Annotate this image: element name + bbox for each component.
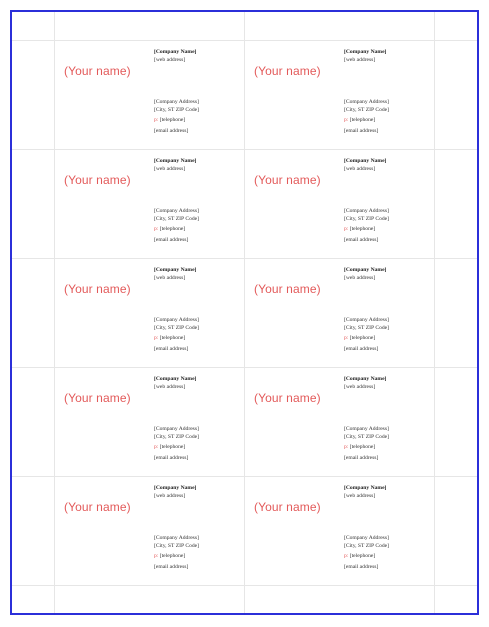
phone-prefix: p: xyxy=(344,444,349,451)
spacer xyxy=(344,391,434,426)
telephone-placeholder[interactable]: [telephone] xyxy=(159,335,186,342)
phone-line xyxy=(344,444,434,452)
phone-prefix: p: xyxy=(344,335,349,342)
telephone-placeholder[interactable]: [telephone] xyxy=(159,226,186,233)
company-name-placeholder[interactable]: [Company Name] xyxy=(154,158,197,164)
city-state-zip-placeholder[interactable]: [City, ST ZIP Code] xyxy=(344,433,390,440)
web-address-placeholder[interactable]: [web address] xyxy=(344,274,376,281)
city-state-zip-placeholder[interactable]: [City, ST ZIP Code] xyxy=(344,215,390,222)
business-card-label[interactable] xyxy=(54,258,244,367)
phone-prefix: p: xyxy=(154,226,159,233)
email-placeholder[interactable]: [email address] xyxy=(154,127,189,134)
company-name-placeholder[interactable]: [Company Name] xyxy=(154,267,197,273)
spacer xyxy=(154,173,244,208)
contact-info-block xyxy=(344,49,434,136)
contact-info-block xyxy=(344,376,434,463)
column-guide-line xyxy=(434,12,435,613)
your-name-placeholder[interactable]: (Your name) xyxy=(254,173,321,187)
company-name-placeholder[interactable]: [Company Name] xyxy=(344,485,387,491)
company-name-placeholder[interactable]: [Company Name] xyxy=(154,49,197,55)
phone-prefix: p: xyxy=(344,553,349,560)
company-name-placeholder[interactable]: [Company Name] xyxy=(344,49,387,55)
contact-info-block xyxy=(154,485,244,572)
email-placeholder[interactable]: [email address] xyxy=(154,454,189,461)
phone-line xyxy=(154,335,244,343)
email-placeholder[interactable]: [email address] xyxy=(154,236,189,243)
spacer xyxy=(154,500,244,535)
city-state-zip-placeholder[interactable]: [City, ST ZIP Code] xyxy=(344,106,390,113)
company-name-placeholder[interactable]: [Company Name] xyxy=(344,158,387,164)
company-address-placeholder[interactable]: [Company Address] xyxy=(344,208,389,215)
telephone-placeholder[interactable]: [telephone] xyxy=(349,444,376,451)
email-placeholder[interactable]: [email address] xyxy=(154,345,189,352)
company-address-placeholder[interactable]: [Company Address] xyxy=(344,317,389,324)
phone-line xyxy=(344,117,434,125)
web-address-placeholder[interactable]: [web address] xyxy=(154,165,186,172)
spacer xyxy=(344,64,434,99)
company-name-placeholder[interactable]: [Company Name] xyxy=(154,376,197,382)
your-name-placeholder[interactable]: (Your name) xyxy=(254,500,321,514)
email-placeholder[interactable]: [email address] xyxy=(344,127,379,134)
your-name-placeholder[interactable]: (Your name) xyxy=(64,173,131,187)
web-address-placeholder[interactable]: [web address] xyxy=(344,165,376,172)
company-address-placeholder[interactable]: [Company Address] xyxy=(154,99,199,106)
email-placeholder[interactable]: [email address] xyxy=(344,236,379,243)
web-address-placeholder[interactable]: [web address] xyxy=(154,274,186,281)
email-placeholder[interactable]: [email address] xyxy=(344,454,379,461)
web-address-placeholder[interactable]: [web address] xyxy=(344,492,376,499)
business-card-label[interactable] xyxy=(244,149,434,258)
spacer xyxy=(344,282,434,317)
spacer xyxy=(154,391,244,426)
city-state-zip-placeholder[interactable]: [City, ST ZIP Code] xyxy=(154,324,200,331)
phone-prefix: p: xyxy=(154,117,159,124)
phone-line xyxy=(344,335,434,343)
business-card-label[interactable] xyxy=(54,40,244,149)
row-guide-line xyxy=(12,585,477,586)
city-state-zip-placeholder[interactable]: [City, ST ZIP Code] xyxy=(154,215,200,222)
your-name-placeholder[interactable]: (Your name) xyxy=(64,64,131,78)
phone-prefix: p: xyxy=(154,444,159,451)
spacer xyxy=(344,500,434,535)
spacer xyxy=(154,64,244,99)
contact-info-block xyxy=(154,376,244,463)
city-state-zip-placeholder[interactable]: [City, ST ZIP Code] xyxy=(154,106,200,113)
contact-info-block xyxy=(154,49,244,136)
email-placeholder[interactable]: [email address] xyxy=(344,345,379,352)
company-address-placeholder[interactable]: [Company Address] xyxy=(154,208,199,215)
contact-info-block xyxy=(344,485,434,572)
web-address-placeholder[interactable]: [web address] xyxy=(154,492,186,499)
your-name-placeholder[interactable]: (Your name) xyxy=(254,64,321,78)
business-card-label[interactable] xyxy=(244,258,434,367)
phone-line xyxy=(344,553,434,561)
phone-line xyxy=(154,444,244,452)
telephone-placeholder[interactable]: [telephone] xyxy=(349,335,376,342)
company-name-placeholder[interactable]: [Company Name] xyxy=(154,485,197,491)
phone-line xyxy=(154,226,244,234)
business-card-label[interactable] xyxy=(54,149,244,258)
company-address-placeholder[interactable]: [Company Address] xyxy=(344,99,389,106)
business-card-label[interactable] xyxy=(54,476,244,585)
company-address-placeholder[interactable]: [Company Address] xyxy=(344,426,389,433)
contact-info-block xyxy=(154,158,244,245)
telephone-placeholder[interactable]: [telephone] xyxy=(349,117,376,124)
your-name-placeholder[interactable]: (Your name) xyxy=(64,282,131,296)
company-address-placeholder[interactable]: [Company Address] xyxy=(154,317,199,324)
contact-info-block xyxy=(344,158,434,245)
telephone-placeholder[interactable]: [telephone] xyxy=(159,117,186,124)
phone-line xyxy=(154,553,244,561)
your-name-placeholder[interactable]: (Your name) xyxy=(254,391,321,405)
business-card-label[interactable] xyxy=(54,367,244,476)
business-card-label[interactable] xyxy=(244,476,434,585)
email-placeholder[interactable]: [email address] xyxy=(154,563,189,570)
spacer xyxy=(154,282,244,317)
city-state-zip-placeholder[interactable]: [City, ST ZIP Code] xyxy=(154,433,200,440)
telephone-placeholder[interactable]: [telephone] xyxy=(159,553,186,560)
contact-info-block xyxy=(344,267,434,354)
web-address-placeholder[interactable]: [web address] xyxy=(154,383,186,390)
phone-line xyxy=(344,226,434,234)
spacer xyxy=(344,173,434,208)
web-address-placeholder[interactable]: [web address] xyxy=(154,56,186,63)
your-name-placeholder[interactable]: (Your name) xyxy=(64,500,131,514)
phone-prefix: p: xyxy=(154,553,159,560)
web-address-placeholder[interactable]: [web address] xyxy=(344,56,376,63)
business-card-label[interactable] xyxy=(244,40,434,149)
telephone-placeholder[interactable]: [telephone] xyxy=(349,553,376,560)
label-sheet-page xyxy=(10,10,479,615)
company-address-placeholder[interactable]: [Company Address] xyxy=(344,535,389,542)
phone-prefix: p: xyxy=(344,226,349,233)
email-placeholder[interactable]: [email address] xyxy=(344,563,379,570)
phone-line xyxy=(154,117,244,125)
business-card-label[interactable] xyxy=(244,367,434,476)
city-state-zip-placeholder[interactable]: [City, ST ZIP Code] xyxy=(154,542,200,549)
your-name-placeholder[interactable]: (Your name) xyxy=(254,282,321,296)
phone-prefix: p: xyxy=(154,335,159,342)
company-address-placeholder[interactable]: [Company Address] xyxy=(154,426,199,433)
telephone-placeholder[interactable]: [telephone] xyxy=(349,226,376,233)
company-name-placeholder[interactable]: [Company Name] xyxy=(344,267,387,273)
phone-prefix: p: xyxy=(344,117,349,124)
city-state-zip-placeholder[interactable]: [City, ST ZIP Code] xyxy=(344,324,390,331)
company-address-placeholder[interactable]: [Company Address] xyxy=(154,535,199,542)
your-name-placeholder[interactable]: (Your name) xyxy=(64,391,131,405)
web-address-placeholder[interactable]: [web address] xyxy=(344,383,376,390)
company-name-placeholder[interactable]: [Company Name] xyxy=(344,376,387,382)
city-state-zip-placeholder[interactable]: [City, ST ZIP Code] xyxy=(344,542,390,549)
contact-info-block xyxy=(154,267,244,354)
telephone-placeholder[interactable]: [telephone] xyxy=(159,444,186,451)
